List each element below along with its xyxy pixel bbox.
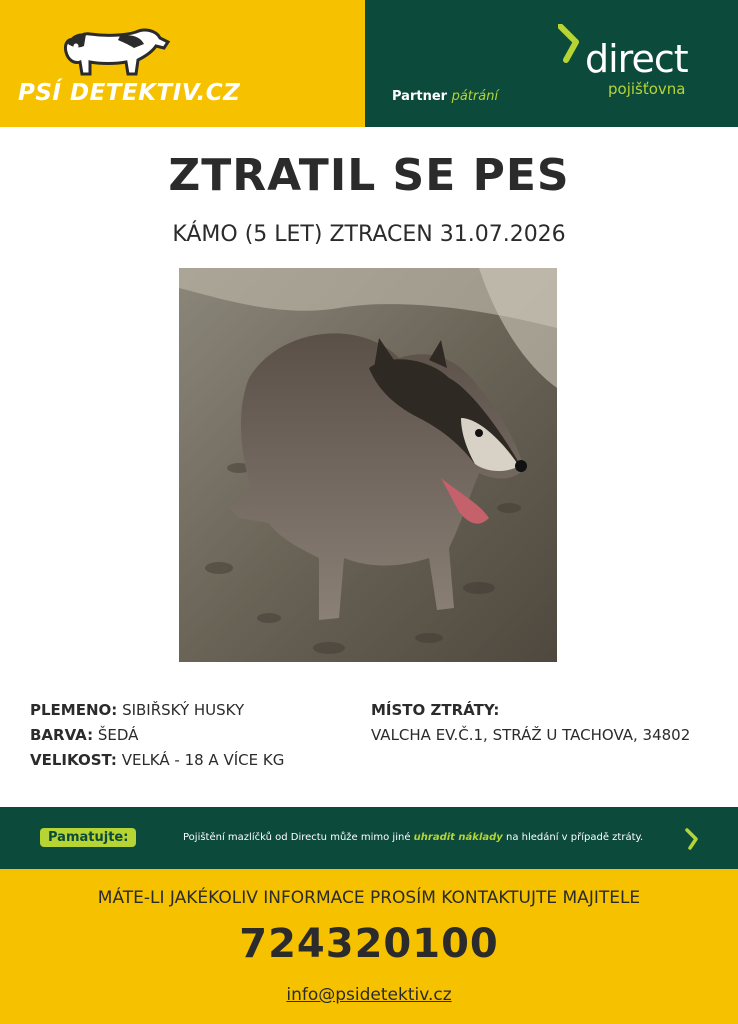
- direct-brand-sub: pojišťovna: [608, 80, 686, 98]
- partner-label: [392, 89, 498, 104]
- banner-text: [183, 832, 643, 843]
- remember-badge: Pamatujte:: [40, 828, 136, 847]
- logo-text: PSÍ DETEKTIV.CZ: [18, 80, 241, 106]
- banner-text-after: na hledání v případě ztráty.: [505, 832, 644, 843]
- contact-phone[interactable]: 724320100: [239, 921, 499, 967]
- dog-details: [30, 698, 284, 773]
- size-row: [30, 748, 284, 773]
- contact-email-link[interactable]: info@psidetektiv.cz: [286, 985, 452, 1005]
- partner-label-accent: pátrání: [451, 89, 499, 104]
- breed-row: [30, 698, 284, 723]
- header-brand-panel: [0, 0, 365, 127]
- poster-subtitle: KÁMO (5 LET) ZTRACEN 31.07.2026: [172, 222, 566, 247]
- contact-instruction: MÁTE-LI JAKÉKOLIV INFORMACE PROSÍM KONTAKTUJTE MAJITELE: [97, 888, 641, 908]
- partner-label-text: Partner: [392, 89, 448, 104]
- loss-location: [371, 698, 690, 748]
- location-value: VALCHA EV.Č.1, STRÁŽ U TACHOVA, 34802: [371, 726, 691, 744]
- size-label: VELIKOST:: [30, 751, 117, 769]
- banner-text-before: Pojištění mazlíčků od Directu může mimo jiné: [183, 832, 411, 843]
- size-value: VELKÁ - 18 A VÍCE KG: [121, 751, 285, 769]
- header: [0, 0, 738, 127]
- poster-title: ZTRATIL SE PES: [168, 150, 570, 201]
- breed-label: PLEMENO:: [30, 701, 118, 719]
- banner-text-highlight: uhradit náklady: [413, 832, 503, 843]
- dog-photo-illustration: [179, 268, 557, 662]
- color-label: BARVA:: [30, 726, 94, 744]
- insurance-banner: [0, 807, 738, 869]
- location-label: MÍSTO ZTRÁTY:: [371, 701, 500, 719]
- breed-value: SIBIŘSKÝ HUSKY: [122, 701, 245, 719]
- dog-photo: [179, 268, 557, 662]
- contact-footer: [0, 869, 738, 1024]
- dog-logo-icon: [60, 22, 172, 78]
- color-value: ŠEDÁ: [97, 726, 139, 744]
- direct-arrow-small-icon: [684, 828, 706, 850]
- color-row: [30, 723, 284, 748]
- direct-brand-word: direct: [585, 37, 688, 81]
